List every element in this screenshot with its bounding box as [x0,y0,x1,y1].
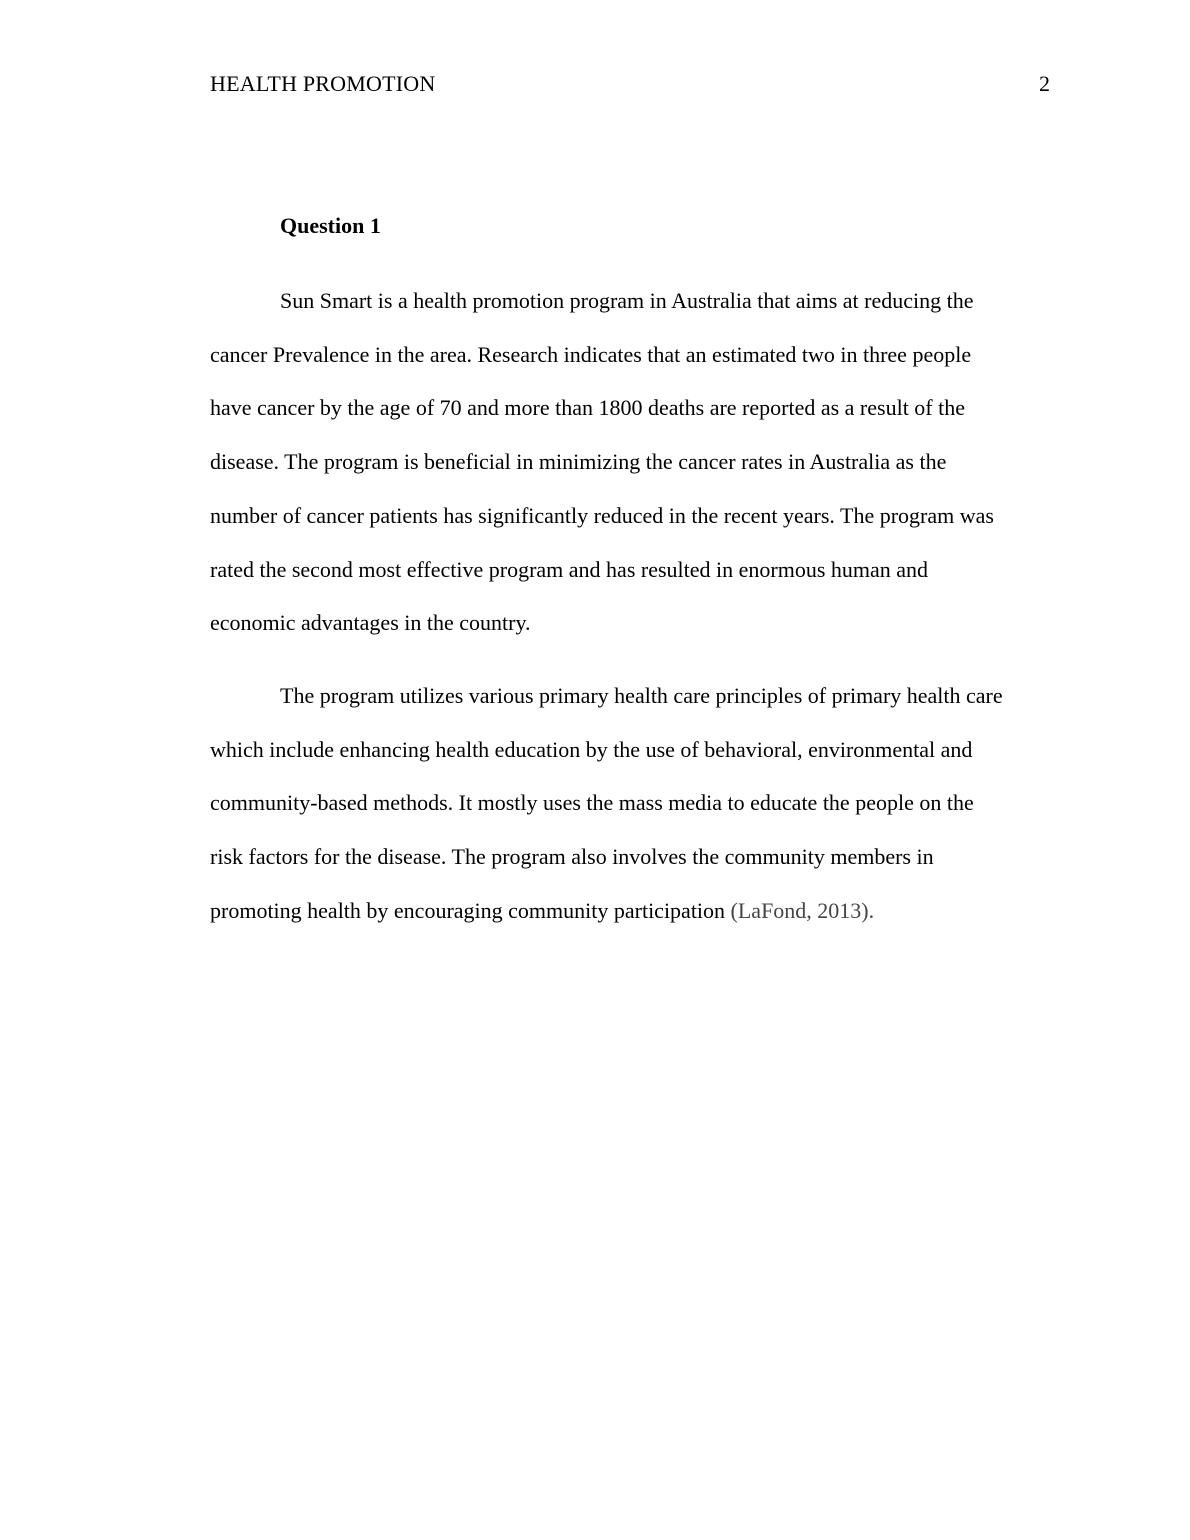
paragraph-line: which include enhancing health education by the use of behavioral, environmental and [210,736,973,762]
paragraph-line: disease. The program is beneficial in minimizing the cancer rates in Australia as the [210,449,947,475]
paragraph-line: number of cancer patients has significantly reduced in the recent years. The program was [210,502,994,528]
paragraph-line: economic advantages in the country. [210,610,531,636]
paragraph-line: community-based methods. It mostly uses the mass media to educate the people on the [210,790,974,816]
paragraph-line: have cancer by the age of 70 and more than 1800 deaths are reported as a result of the [210,395,966,421]
paragraph-line: The program utilizes various primary health care principles of primary health care [280,683,1003,708]
paragraph-2 [210,669,1050,938]
paragraph-line-last [210,884,1050,938]
paragraph-1 [210,274,1050,650]
citation: (LaFond, 2013). [730,897,875,923]
paragraph-line: risk factors for the disease. The program also involves the community members in [210,844,934,870]
paragraph-line: cancer Prevalence in the area. Research indicates that an estimated two in three people [210,341,972,367]
running-head: HEALTH PROMOTION [210,71,436,96]
paragraph-line: rated the second most effective program and has resulted in enormous human and [210,556,929,582]
page-number: 2 [1039,71,1050,96]
section-heading: Question 1 [280,213,381,238]
paragraph-line: Sun Smart is a health promotion program in Australia that aims at reducing the [280,288,974,313]
paragraph-text: promoting health by encouraging community participation [210,897,731,923]
